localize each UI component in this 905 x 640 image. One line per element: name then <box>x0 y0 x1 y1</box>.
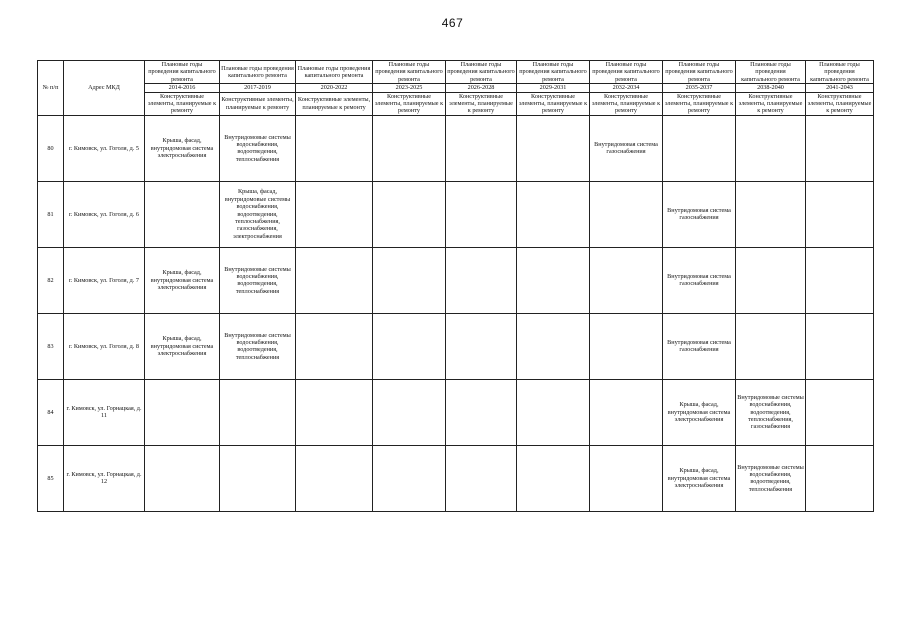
period-title: Плановые годы проведения капитального ремонта <box>736 61 806 84</box>
work-cell: Внутридомовые системы водоснабжения, водоотведения, теплоснабжения <box>736 445 806 511</box>
work-cell <box>296 115 373 181</box>
row-address: г. Кимовск, ул. Гоголя, д. 6 <box>64 181 145 247</box>
capital-repair-table <box>37 60 874 512</box>
work-cell <box>296 181 373 247</box>
column-header-address: Адрес МКД <box>64 61 145 116</box>
period-years: 2038-2040 <box>736 84 806 92</box>
work-cell <box>296 379 373 445</box>
work-cell <box>590 313 663 379</box>
table-row <box>38 115 874 181</box>
row-address: г. Кимовск, ул. Горнацкая, д. 12 <box>64 445 145 511</box>
work-cell <box>296 247 373 313</box>
work-cell: Крыша, фасад, внутридомовая система электроснабжения <box>663 379 736 445</box>
period-subtitle: Конструктивные элементы, планируемые к ремонту <box>736 92 806 115</box>
work-cell: Крыша, фасад, внутридомовая система электроснабжения <box>145 247 220 313</box>
work-cell: Внутридомовые системы водоснабжения, водоотведения, теплоснабжения <box>220 247 296 313</box>
work-cell <box>806 247 874 313</box>
work-cell <box>663 115 736 181</box>
row-number: 81 <box>38 181 64 247</box>
work-cell <box>220 379 296 445</box>
work-cell: Внутридомовая система газоснабжения <box>590 115 663 181</box>
period-title: Плановые годы проведения капитального ремонта <box>447 61 515 83</box>
work-cell <box>446 445 517 511</box>
period-subtitle: Конструктивные элементы, планируемые к ремонту <box>590 92 663 115</box>
period-years: 2029-2031 <box>517 84 590 92</box>
header-row-subtitles <box>38 92 874 115</box>
work-cell: Внутридомовая система газоснабжения <box>663 181 736 247</box>
period-subtitle: Конструктивные элементы, планируемые к ремонту <box>806 92 874 115</box>
work-cell <box>145 181 220 247</box>
work-cell: Внутридомовые системы водоснабжения, водоотведения, теплоснабжения, газоснабжения <box>736 379 806 445</box>
work-cell <box>145 379 220 445</box>
work-cell <box>446 115 517 181</box>
work-cell <box>590 181 663 247</box>
period-title: Плановые годы проведения капитального ремонта <box>663 61 736 84</box>
work-cell: Внутридомовая система газоснабжения <box>663 313 736 379</box>
work-cell <box>517 313 590 379</box>
work-cell: Внутридомовая система газоснабжения <box>663 247 736 313</box>
work-cell <box>806 115 874 181</box>
period-title: Плановые годы проведения капитального ремонта <box>220 61 296 84</box>
row-address: г. Кимовск, ул. Горнацкая, д. 11 <box>64 379 145 445</box>
work-cell: Крыша, фасад, внутридомовая система электроснабжения <box>145 115 220 181</box>
period-years: 2014-2016 <box>145 84 220 92</box>
work-cell <box>373 181 446 247</box>
row-address: г. Кимовск, ул. Гоголя, д. 5 <box>64 115 145 181</box>
work-cell <box>736 247 806 313</box>
period-title: Плановые годы проведения капитального ремонта <box>590 61 663 84</box>
row-address: г. Кимовск, ул. Гоголя, д. 8 <box>64 313 145 379</box>
column-header-number: № п/п <box>38 61 64 116</box>
table-row <box>38 181 874 247</box>
work-cell <box>517 445 590 511</box>
work-cell <box>296 445 373 511</box>
work-cell: Крыша, фасад, внутридомовая система электроснабжения <box>145 313 220 379</box>
period-subtitle: Конструктивные элементы, планируемые к ремонту <box>663 92 736 115</box>
work-cell <box>373 379 446 445</box>
header-row-titles <box>38 61 874 84</box>
period-title: Плановые годы проведения капитального ремонта <box>145 61 220 84</box>
page-number: 467 <box>441 16 464 30</box>
work-cell <box>446 379 517 445</box>
work-cell <box>806 445 874 511</box>
period-subtitle: Конструктивные элементы, планируемые к ремонту <box>446 92 517 115</box>
period-subtitle: Конструктивные элементы, планируемые к ремонту <box>517 92 590 115</box>
period-years: 2026-2028 <box>446 84 517 92</box>
work-cell <box>517 247 590 313</box>
period-title: Плановые годы проведения капитального ремонта <box>517 61 590 84</box>
work-cell <box>145 445 220 511</box>
table-header <box>38 61 874 116</box>
table-row <box>38 313 874 379</box>
period-years: 2032-2034 <box>590 84 663 92</box>
period-subtitle: Конструктивные элементы, планируемые к ремонту <box>373 92 446 115</box>
table-row <box>38 445 874 511</box>
table-body <box>38 115 874 511</box>
period-subtitle: Конструктивные элементы, планируемые к ремонту <box>220 92 296 115</box>
period-subtitle: Конструктивные элементы, планируемые к ремонту <box>296 92 373 115</box>
header-row-years <box>38 84 874 92</box>
table-row <box>38 379 874 445</box>
work-cell <box>517 379 590 445</box>
row-number: 80 <box>38 115 64 181</box>
table-row <box>38 247 874 313</box>
work-cell <box>373 115 446 181</box>
work-cell <box>446 181 517 247</box>
work-cell: Крыша, фасад, внутридомовая система электроснабжения <box>663 445 736 511</box>
period-years: 2017-2019 <box>220 84 296 92</box>
row-number: 85 <box>38 445 64 511</box>
work-cell: Внутридомовые системы водоснабжения, водоотведения, теплоснабжения <box>220 115 296 181</box>
work-cell <box>373 247 446 313</box>
work-cell <box>296 313 373 379</box>
period-years: 2035-2037 <box>663 84 736 92</box>
row-number: 83 <box>38 313 64 379</box>
period-years: 2023-2025 <box>373 84 446 92</box>
work-cell <box>806 313 874 379</box>
work-cell <box>806 181 874 247</box>
work-cell <box>736 181 806 247</box>
work-cell <box>373 445 446 511</box>
row-number: 82 <box>38 247 64 313</box>
period-title: Плановые годы проведения капитального ремонта <box>806 61 874 84</box>
row-address: г. Кимовск, ул. Гоголя, д. 7 <box>64 247 145 313</box>
work-cell <box>517 115 590 181</box>
period-years: 2041-2043 <box>806 84 874 92</box>
work-cell <box>446 247 517 313</box>
work-cell <box>446 313 517 379</box>
work-cell <box>517 181 590 247</box>
work-cell <box>736 115 806 181</box>
work-cell: Крыша, фасад, внутридомовые системы водоснабжения, водоотведения, теплоснабжения, газоснабжения, электроснабжения <box>220 181 296 247</box>
work-cell <box>736 313 806 379</box>
period-title: Плановые годы проведения капитального ремонта <box>296 61 373 84</box>
period-subtitle: Конструктивные элементы, планируемые к ремонту <box>145 92 220 115</box>
period-years: 2020-2022 <box>296 84 373 92</box>
work-cell <box>220 445 296 511</box>
work-cell <box>373 313 446 379</box>
period-title: Плановые годы проведения капитального ремонта <box>373 61 446 84</box>
work-cell <box>590 445 663 511</box>
row-number: 84 <box>38 379 64 445</box>
work-cell <box>590 247 663 313</box>
work-cell: Внутридомовые системы водоснабжения, водоотведения, теплоснабжения <box>220 313 296 379</box>
work-cell <box>806 379 874 445</box>
work-cell <box>590 379 663 445</box>
